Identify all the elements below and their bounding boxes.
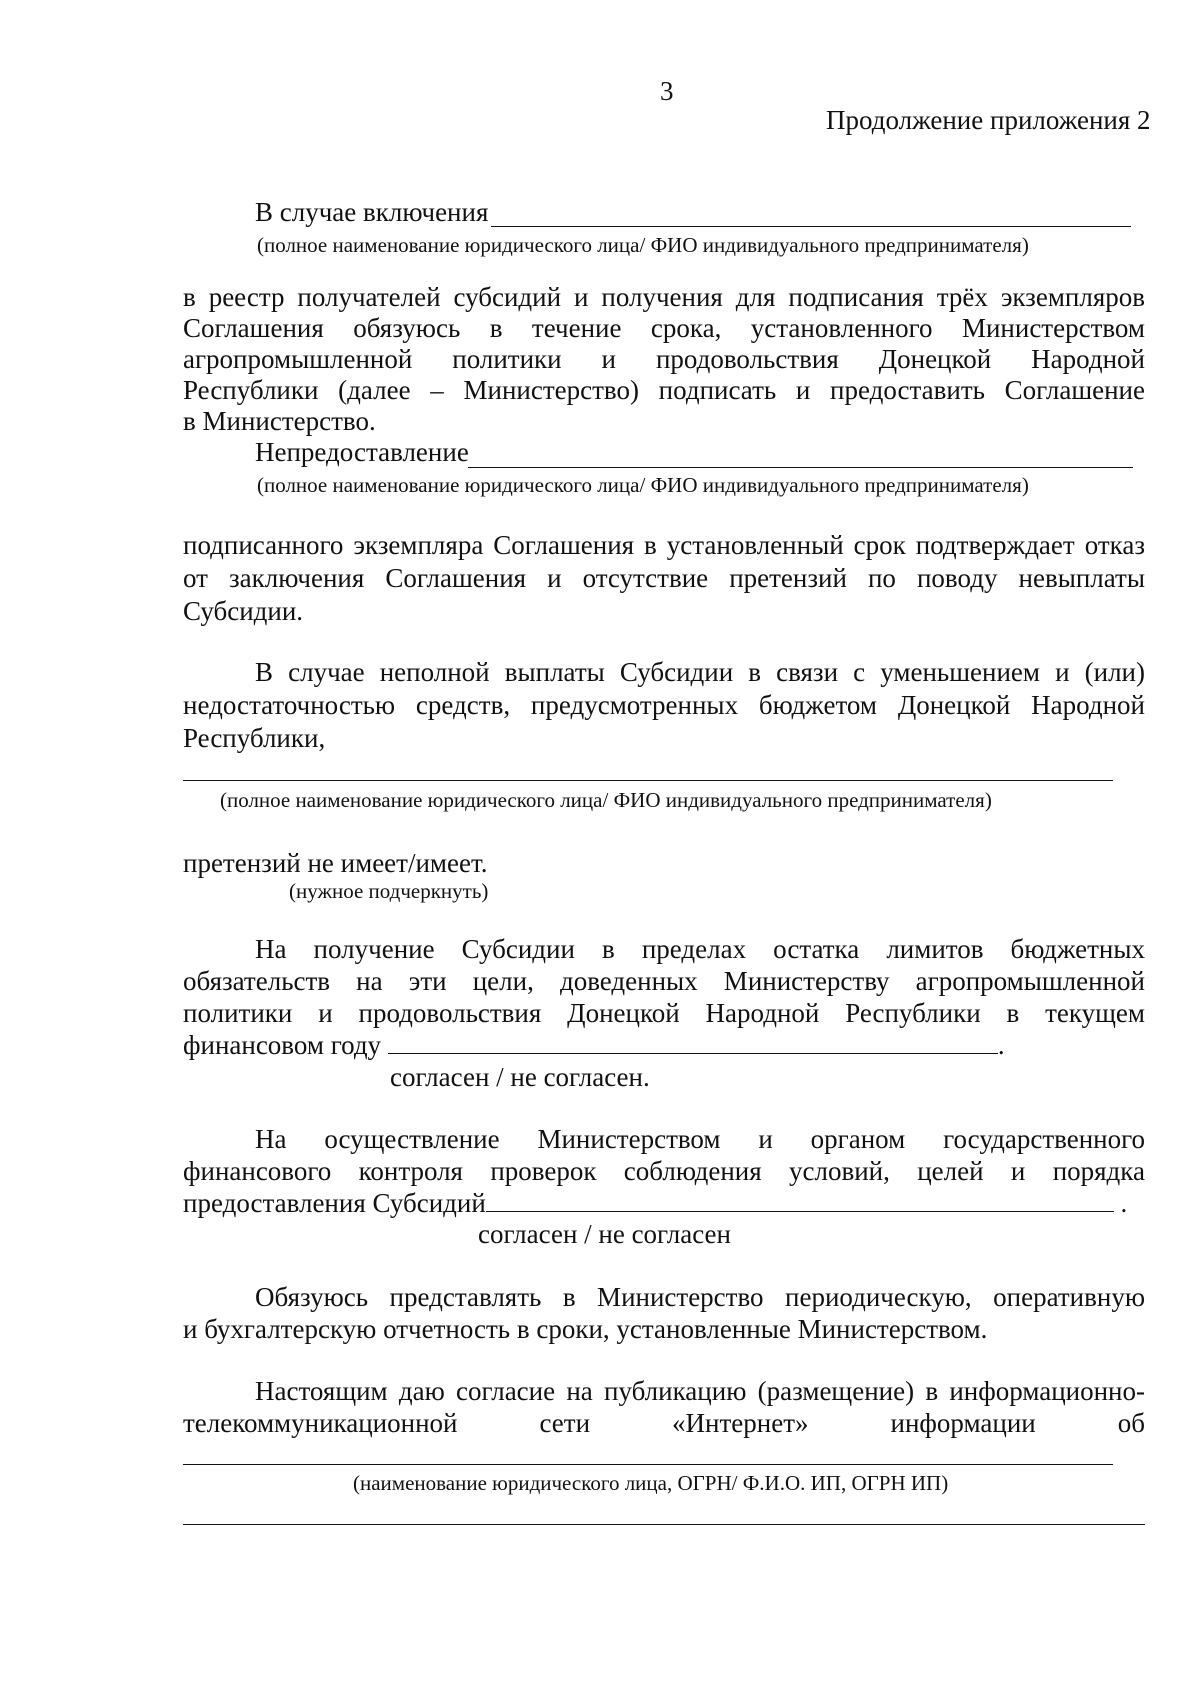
block4-fill-end: . bbox=[997, 1030, 1005, 1060]
block2-lead: Непредоставление bbox=[255, 437, 469, 467]
block6-line-1: Обязуюсь представлять в Министерство периодическую, оперативную bbox=[255, 1282, 1145, 1312]
block5-fill-lead: предоставления Субсидий bbox=[183, 1188, 486, 1218]
block1-line-4: Республики (далее – Министерство) подписать и предоставить Соглашение bbox=[183, 375, 1145, 405]
page-number: 3 bbox=[660, 76, 674, 106]
block7-fill-line-1 bbox=[183, 1464, 1113, 1465]
block3-line-1: В случае неполной выплаты Субсидии в связи с уменьшением и (или) bbox=[255, 657, 1145, 687]
block2-fill-line bbox=[468, 467, 1133, 468]
block5-fill-end: . bbox=[1120, 1188, 1128, 1218]
block3-last-line: Республики, bbox=[183, 723, 326, 753]
block2-last-line: Субсидии. bbox=[183, 596, 304, 626]
block7-line-1: Настоящим даю согласие на публикацию (размещение) в информационно- bbox=[255, 1376, 1145, 1406]
block2-caption: (полное наименование юридического лица/ ФИО индивидуального предпринимателя) bbox=[257, 473, 1029, 497]
continuation-label: Продолжение приложения 2 bbox=[826, 105, 1151, 135]
block7-caption: (наименование юридического лица, ОГРН/ Ф.И.О. ИП, ОГРН ИП) bbox=[353, 1471, 949, 1495]
block4-line-3: политики и продовольствия Донецкой Народной Республики в текущем bbox=[183, 998, 1145, 1028]
block4-fill-row bbox=[183, 1030, 1005, 1061]
block5-line-1: На осуществление Министерством и органом государственного bbox=[255, 1124, 1145, 1154]
block4-line-1: На получение Субсидии в пределах остатка лимитов бюджетных bbox=[255, 934, 1145, 964]
block1-last-line: в Министерство. bbox=[183, 406, 376, 436]
block3-fill-line bbox=[183, 780, 1113, 781]
block5-fill-row bbox=[183, 1188, 1127, 1219]
block1-line-3: агропромышленной политики и продовольствия Донецкой Народной bbox=[183, 344, 1145, 374]
block4-line-2: обязательств на эти цели, доведенных Министерству агропромышленной bbox=[183, 966, 1145, 996]
block7-fill-line-2 bbox=[183, 1524, 1145, 1525]
block5-choice: согласен / не согласен bbox=[478, 1219, 731, 1249]
block4-choice: согласен / не согласен. bbox=[390, 1062, 650, 1092]
block3-note: (нужное подчеркнуть) bbox=[289, 879, 489, 903]
block1-line-1: в реестр получателей субсидий и получения для подписания трёх экземпляров bbox=[183, 282, 1145, 312]
block3-after: претензий не имеет/имеет. bbox=[183, 848, 488, 878]
block1-line-2: Соглашения обязуюсь в течение срока, установленного Министерством bbox=[183, 313, 1145, 343]
block5-line-2: финансового контроля проверок соблюдения условий, целей и порядка bbox=[183, 1156, 1145, 1186]
block2-line-2: от заключения Соглашения и отсутствие претензий по поводу невыплаты bbox=[183, 563, 1145, 593]
block5-fill-line bbox=[486, 1189, 1114, 1212]
block3-caption: (полное наименование юридического лица/ ФИО индивидуального предпринимателя) bbox=[220, 788, 992, 812]
block1-fill-line bbox=[491, 226, 1131, 227]
block4-fill-lead: финансовом году bbox=[183, 1030, 382, 1060]
block3-line-2: недостаточностью средств, предусмотренных бюджетом Донецкой Народной bbox=[183, 690, 1145, 720]
block6-last-line: и бухгалтерскую отчетность в сроки, установленные Министерством. bbox=[183, 1314, 988, 1344]
block7-line-2: телекоммуникационной сети «Интернет» информации об bbox=[183, 1408, 1145, 1438]
block2-line-1: подписанного экземпляра Соглашения в установленный срок подтверждает отказ bbox=[183, 530, 1145, 560]
block1-caption: (полное наименование юридического лица/ ФИО индивидуального предпринимателя) bbox=[257, 233, 1029, 257]
block4-fill-line bbox=[388, 1031, 998, 1054]
block1-lead: В случае включения bbox=[255, 197, 489, 227]
